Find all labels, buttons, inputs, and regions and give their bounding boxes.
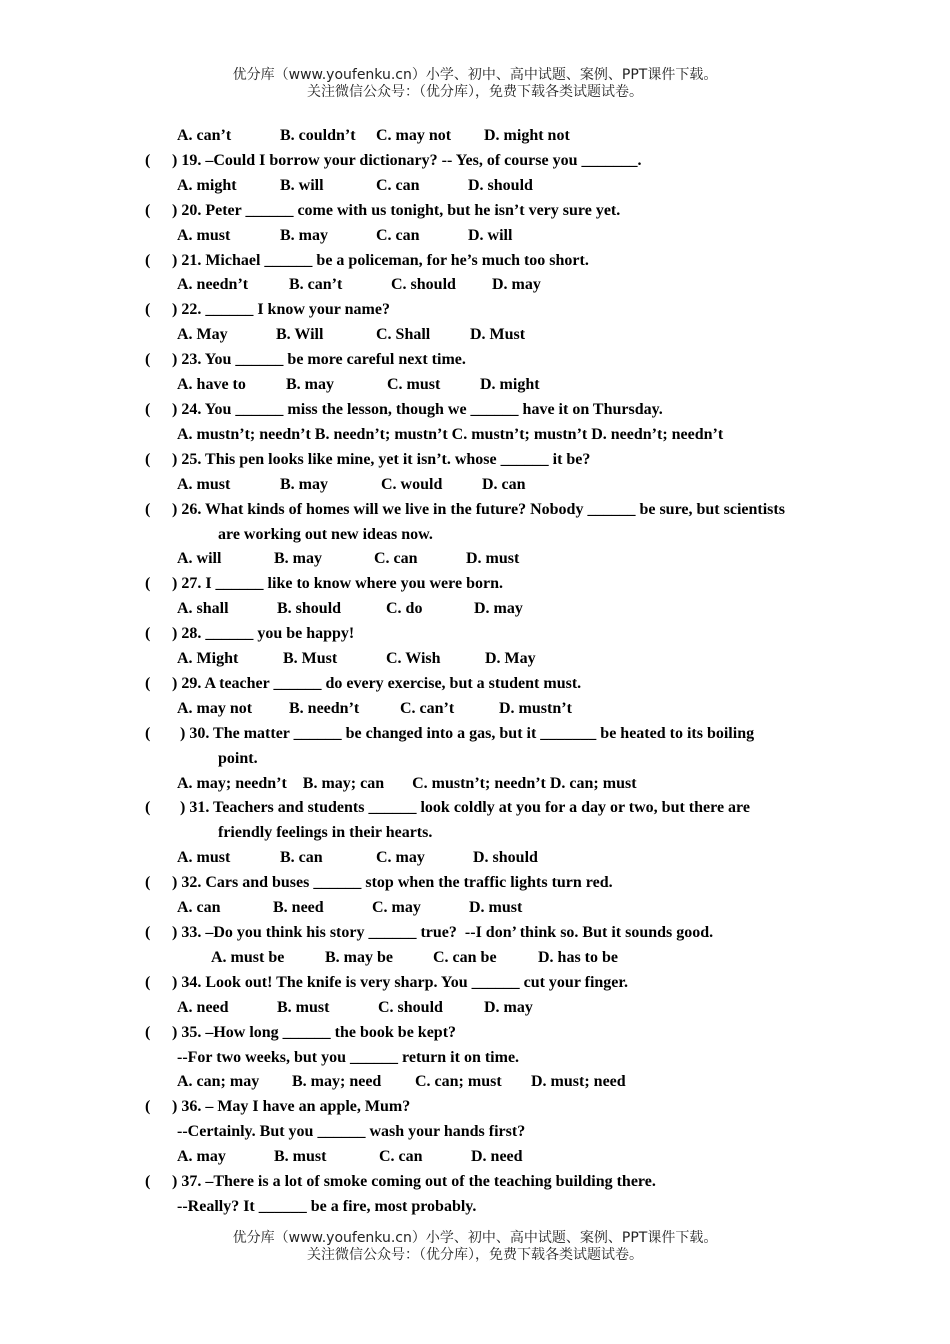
q27-options <box>145 597 806 622</box>
option-c: C. can’t <box>400 699 455 717</box>
q35-options <box>145 1070 806 1095</box>
option-d: D. might <box>480 376 540 394</box>
option-c: C. must <box>387 376 441 394</box>
question-text: ) 34. Look out! The knife is very sharp. You ______ cut your finger. <box>172 973 629 991</box>
option-a: A. must be <box>211 948 285 966</box>
question-text: ) 37. –There is a lot of smoke coming out of the teaching building there. <box>172 1173 656 1191</box>
question-text: ) 24. You ______ miss the lesson, though we ______ have it on Thursday. <box>172 400 663 418</box>
q37-reply: --Really? It ______ be a fire, most probably. <box>177 1197 477 1215</box>
answer-paren: ( <box>145 625 151 643</box>
option-b: B. must <box>277 998 330 1016</box>
option-b: B. may <box>280 475 328 493</box>
question-text: ) 33. –Do you think his story ______ true? --I don’ think so. But it sounds good. <box>172 924 714 941</box>
exercise-list <box>145 124 806 1220</box>
answer-paren: ( <box>145 151 151 169</box>
question-text: ) 35. –How long ______ the book be kept? <box>172 1023 457 1041</box>
option-b: B. Will <box>276 326 324 344</box>
question-36 <box>145 1095 806 1120</box>
option-a: A. can; may <box>177 1073 260 1091</box>
option-c: C. would <box>381 475 443 493</box>
question-28 <box>145 622 806 647</box>
option-c: C. Shall <box>376 326 431 344</box>
option-c: C. should <box>378 998 443 1016</box>
option-a: A. needn’t <box>177 276 249 294</box>
option-b: B. couldn’t <box>280 127 356 144</box>
option-c: C. can <box>376 176 420 194</box>
question-text: ) 29. A teacher ______ do every exercise, but a student must. <box>172 674 582 692</box>
option-b: B. may <box>274 550 322 568</box>
q36-reply: --Certainly. But you ______ wash your hands first? <box>177 1123 526 1141</box>
option-b: B. can <box>280 849 323 867</box>
question-27 <box>145 572 806 597</box>
question-text: ) 30. The matter ______ be changed into a gas, but it _______ be heated to its boiling <box>180 724 755 742</box>
option-b: B. may; need <box>292 1073 382 1091</box>
question-37 <box>145 1170 806 1195</box>
option-b: B. needn’t <box>289 699 360 717</box>
option-b: B. Must <box>283 650 338 668</box>
q23-options <box>145 373 806 398</box>
option-a: A. shall <box>177 600 229 618</box>
q26-continuation: are working out new ideas now. <box>218 525 433 543</box>
option-d: D. must <box>469 899 523 917</box>
question-32 <box>145 871 806 896</box>
option-c: C. should <box>391 276 456 294</box>
question-text: ) 36. – May I have an apple, Mum? <box>172 1098 411 1116</box>
question-19 <box>145 149 806 174</box>
q35-reply: --For two weeks, but you ______ return it on time. <box>177 1048 520 1066</box>
q32-options <box>145 896 806 921</box>
question-text: ) 22. ______ I know your name? <box>172 301 390 319</box>
option-a: A. must <box>177 226 231 244</box>
answer-paren: ( <box>145 1098 151 1116</box>
q31-continuation: friendly feelings in their hearts. <box>218 824 433 842</box>
q26-options <box>145 547 806 572</box>
option-d: D. May <box>485 650 536 668</box>
q20-options <box>145 224 806 249</box>
option-a: A. can’t <box>177 127 232 144</box>
answer-paren: ( <box>145 450 151 468</box>
question-text: ) 19. –Could I borrow your dictionary? -- Yes, of course you _______. <box>172 151 642 169</box>
question-34 <box>145 971 806 996</box>
q22-options <box>145 323 806 348</box>
option-a: A. may <box>177 1148 226 1166</box>
question-25 <box>145 448 806 473</box>
answer-paren: ( <box>145 924 151 941</box>
option-c: C. can; must <box>415 1073 502 1091</box>
q30-options: A. may; needn’t B. may; can C. mustn’t; needn’t D. can; must <box>177 774 637 792</box>
option-d: D. has to be <box>538 948 619 966</box>
option-d: D. Must <box>470 326 526 344</box>
question-29 <box>145 672 806 697</box>
option-d: D. must <box>466 550 520 568</box>
q21-options <box>145 273 806 298</box>
option-a: A. have to <box>177 376 246 394</box>
answer-paren: ( <box>145 1023 151 1041</box>
option-a: A. must <box>177 849 231 867</box>
question-35 <box>145 1021 806 1046</box>
question-23 <box>145 348 806 373</box>
option-d: D. may <box>484 998 533 1016</box>
page-header <box>0 67 950 101</box>
q24-options: A. mustn’t; needn’t B. needn’t; mustn’t C. mustn’t; mustn’t D. needn’t; needn’t <box>177 425 724 443</box>
answer-paren: ( <box>145 201 151 219</box>
question-text: ) 20. Peter ______ come with us tonight, but he isn’t very sure yet. <box>172 201 621 219</box>
option-b: B. should <box>277 600 342 618</box>
option-c: C. Wish <box>386 650 441 668</box>
answer-paren: ( <box>145 874 151 892</box>
option-a: A. may not <box>177 699 253 717</box>
option-a: A. need <box>177 998 229 1016</box>
option-b: B. will <box>280 176 324 194</box>
answer-paren: ( <box>145 301 151 319</box>
question-21 <box>145 249 806 274</box>
option-a: A. can <box>177 899 221 917</box>
q34-options <box>145 996 806 1021</box>
q29-options <box>145 697 806 722</box>
option-d: D. should <box>468 176 533 194</box>
option-c: C. can <box>376 226 420 244</box>
option-a: A. May <box>177 326 228 344</box>
answer-paren: ( <box>145 799 151 817</box>
answer-paren: ( <box>145 575 151 593</box>
option-b: B. may be <box>325 948 393 966</box>
question-text: ) 21. Michael ______ be a policeman, for he’s much too short. <box>172 251 589 269</box>
footer-line-1: 优分库（www.youfenku.cn）小学、初中、高中试题、案例、PPT课件下载。 <box>232 1230 718 1246</box>
q36-options <box>145 1145 806 1170</box>
option-b: B. may <box>286 376 334 394</box>
answer-paren: ( <box>145 351 151 369</box>
answer-paren: ( <box>145 500 151 518</box>
option-c: C. can <box>374 550 418 568</box>
option-c: C. can be <box>433 948 497 966</box>
option-a: A. will <box>177 550 222 568</box>
question-24 <box>145 398 806 423</box>
question-30 <box>145 722 806 747</box>
option-d: D. might not <box>484 127 570 144</box>
option-c: C. can <box>379 1148 423 1166</box>
answer-paren: ( <box>145 724 151 742</box>
option-c: C. may <box>376 849 425 867</box>
q28-options <box>145 647 806 672</box>
question-33 <box>145 921 806 946</box>
header-line-1: 优分库（www.youfenku.cn）小学、初中、高中试题、案例、PPT课件下载。 <box>232 67 718 83</box>
option-b: B. can’t <box>289 276 343 294</box>
answer-paren: ( <box>145 400 151 418</box>
question-26 <box>145 498 806 523</box>
option-d: D. may <box>474 600 523 618</box>
answer-paren: ( <box>145 1173 151 1191</box>
page-footer <box>0 1230 950 1264</box>
q30-continuation: point. <box>218 749 258 767</box>
question-text: ) 26. What kinds of homes will we live in the future? Nobody ______ be sure, but scientists <box>172 500 785 518</box>
option-d: D. must; need <box>531 1073 626 1091</box>
question-text: ) 32. Cars and buses ______ stop when the traffic lights turn red. <box>172 874 613 892</box>
option-d: D. can <box>482 475 526 493</box>
answer-paren: ( <box>145 674 151 692</box>
q18-options <box>145 124 806 149</box>
option-d: D. need <box>471 1148 523 1166</box>
footer-line-2: 关注微信公众号：（优分库），免费下载各类试题试卷。 <box>307 1247 643 1263</box>
q25-options <box>145 473 806 498</box>
option-b: B. must <box>274 1148 327 1166</box>
question-31 <box>145 796 806 821</box>
question-text: ) 27. I ______ like to know where you were born. <box>172 575 503 593</box>
q31-options <box>145 846 806 871</box>
option-b: B. need <box>273 899 324 917</box>
answer-paren: ( <box>145 973 151 991</box>
option-a: A. must <box>177 475 231 493</box>
option-d: D. mustn’t <box>499 699 572 717</box>
option-c: C. do <box>386 600 423 618</box>
option-d: D. should <box>473 849 538 867</box>
option-b: B. may <box>280 226 328 244</box>
answer-paren: ( <box>145 251 151 269</box>
option-c: C. may <box>372 899 421 917</box>
option-c: C. may not <box>376 127 452 144</box>
option-a: A. might <box>177 176 237 194</box>
q33-options <box>145 946 806 971</box>
question-text: ) 25. This pen looks like mine, yet it isn’t. whose ______ it be? <box>172 450 591 468</box>
option-d: D. may <box>492 276 541 294</box>
q19-options <box>145 174 806 199</box>
header-line-2: 关注微信公众号：（优分库），免费下载各类试题试卷。 <box>307 84 643 100</box>
question-text: ) 23. You ______ be more careful next time. <box>172 351 466 369</box>
question-text: ) 28. ______ you be happy! <box>172 625 355 643</box>
question-text: ) 31. Teachers and students ______ look coldly at you for a day or two, but there are <box>180 799 750 817</box>
option-a: A. Might <box>177 650 239 668</box>
option-d: D. will <box>468 226 513 244</box>
question-22 <box>145 298 806 323</box>
question-20 <box>145 199 806 224</box>
